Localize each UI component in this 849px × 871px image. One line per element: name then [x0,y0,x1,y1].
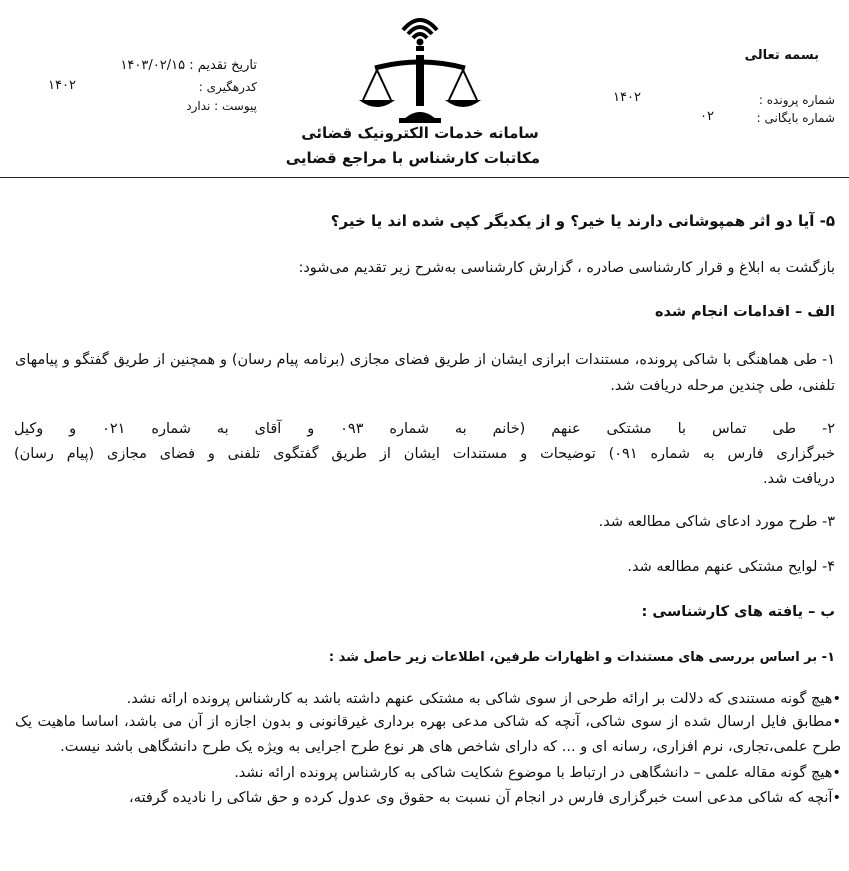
header-divider [0,177,849,178]
bullet-item: •مطابق فایل ارسال شده از سوی شاکی، آنچه که شاکی مدعی بهره برداری غیرقانونی و بدون اجازه از آن می باشد، اساسا ماهیت یک طرح علمی،تجاری، نرم افزاری، رسانه ای و ... که دارای شاخص های هر نوع طرح اجرایی به ویژه یک طرح دانشگاهی باشد نیست. [15,714,841,755]
bismillah: بسمه تعالی [744,48,819,63]
finding-1: ۱- بر اساس بررسی های مستندات و اظهارات طرفین، اطلاعات زیر حاصل شد : [328,650,835,665]
attachment: پیوست : ندارد [186,99,257,113]
item-2-line-3: دریافت شد. [762,471,835,487]
bullet-item: •آنچه که شاکی مدعی است خبرگزاری فارس در انجام آن نسبت به حقوق وی عدول کرده و حق شاکی را نادیده گرفته، [129,790,841,806]
tracking-code-label: کدرهگیری : [198,80,257,94]
item-3: ۳- طرح مورد ادعای شاکی مطالعه شد. [598,514,835,530]
archive-number-label: شماره بایگانی : [756,111,835,125]
archive-number-value: ۰۲ [700,109,714,124]
case-number-value: ۱۴۰۲ [613,90,641,105]
system-subtitle: مکاتبات کارشناس با مراجع قضایی [285,149,540,167]
intro-text: بازگشت به ابلاغ و قرار کارشناسی صادره ، گزارش کارشناسی به‌شرح زیر تقدیم می‌شود: [298,260,835,276]
item-4: ۴- لوایح مشتکی عنهم مطالعه شد. [627,559,835,575]
system-title: سامانه خدمات الکترونیک قضائی [301,124,539,142]
findings-bullet-list [15,688,841,810]
submit-date: تاریخ تقدیم : ۱۴۰۳/۰۲/۱۵ [120,58,257,73]
bullet-item: •هیچ گونه مستندی که دلالت بر ارائه طرحی از سوی شاکی به مشتکی عنهم داشته باشد به کارشناس پرونده ارائه نشد. [126,691,841,707]
item-2-line-2: خبرگزاری فارس به شماره ۰۹۱) توضیحات و مستندات ایشان از طریق گفتگوی تلفنی و فضای مجازی (پیام رسان) [14,446,835,462]
judiciary-emblem [355,8,485,126]
item-1: ۱- طی هماهنگی با شاکی پرونده، مستندات ابرازی ایشان از طریق فضای مجازی (برنامه پیام رسان) و همچنین از طریق گفتگو و پیامهای تلفنی، طی چندین مرحله دریافت شد. [15,352,835,394]
section-a-title: الف – اقدامات انجام شده [654,304,835,320]
question-5: ۵- آیا دو اثر همپوشانی دارند یا خیر؟ و از یکدیگر کپی شده اند یا خیر؟ [330,212,835,230]
section-b-title: ب – یافته های کارشناسی : [641,604,835,620]
tracking-code-value: ۱۴۰۲ [48,78,76,93]
item-2-line-1: ۲- طی تماس با مشتکی عنهم (خانم به شماره ۰۹۳ و آقای به شماره ۰۲۱ و وکیل [14,421,836,437]
case-number-label: شماره پرونده : [758,93,835,107]
bullet-item: •هیچ گونه مقاله علمی – دانشگاهی در ارتباط با موضوع شکایت شاکی به کارشناس پرونده ارائه نشد. [234,765,841,781]
